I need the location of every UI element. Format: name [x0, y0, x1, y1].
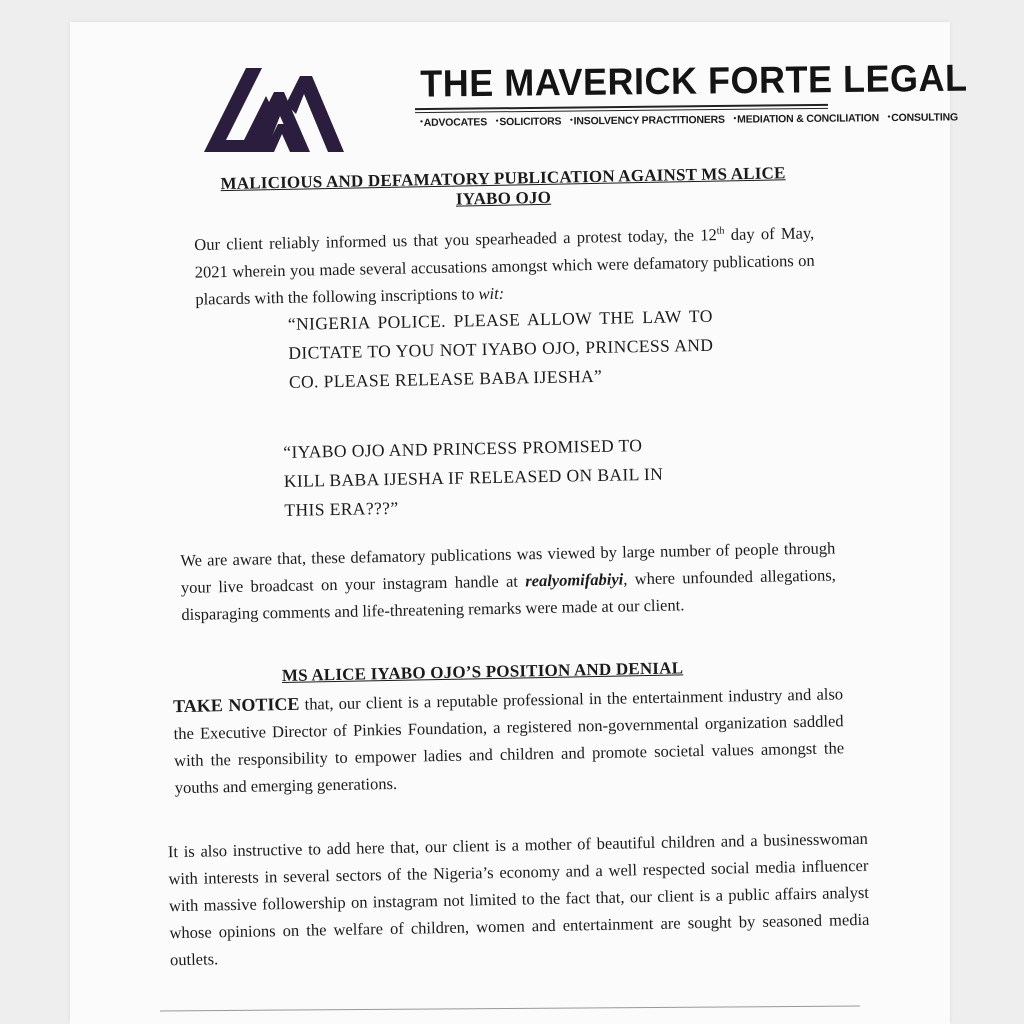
service-item: • SOLICITORS: [496, 116, 562, 129]
section-heading-malicious: MALICIOUS AND DEFAMATORY PUBLICATION AGAINST MS ALICE IYABO OJO: [220, 163, 786, 209]
section-heading-position: MS ALICE IYABO OJO’S POSITION AND DENIAL: [281, 658, 684, 686]
service-item: • CONSULTING: [888, 111, 958, 124]
aware-paragraph: We are aware that, these defamatory publications was viewed by large number of people through your live broadcast on your instagram handle at realyomifabiyi, where unfounded allegations, disparaging comments and life-threatening remarks were made at our client.: [180, 538, 836, 624]
service-item: • INSOLVENCY PRACTITIONERS: [570, 114, 725, 128]
service-item: • MEDIATION & CONCILIATION: [733, 112, 879, 126]
service-item: • ADVOCATES: [420, 116, 487, 129]
letter-page: [70, 22, 968, 1024]
placard-quote-1: “NIGERIA POLICE. PLEASE ALLOW THE LAW TO DICTATE TO YOU NOT IYABO OJO, PRINCESS AND CO. PLEASE RELEASE BABA IJESHA”: [287, 305, 714, 392]
notice-paragraph: TAKE NOTICE that, our client is a reputable professional in the entertainment industry and also the Executive Director of Pinkies Foundation, a registered non-governmental organization saddled with the responsibility to empower ladies and children and promote societal values amongst the youths and emerging generations.: [172, 684, 845, 798]
firm-name: THE MAVERICK FORTE LEGAL: [420, 55, 968, 106]
placard-quote-2: “IYABO OJO AND PRINCESS PROMISED TO KILL BABA IJESHA IF RELEASED ON BAIL IN THIS ERA???”: [283, 435, 664, 520]
intro-paragraph: Our client reliably informed us that you spearheaded a protest today, the 12th day of May, 2021 wherein you made several accusations amongst which were defamatory publications on placards with the following inscriptions to wit:: [194, 223, 815, 309]
instructive-paragraph: It is also instructive to add here that, our client is a mother of beautiful children and a businesswoman with interests in several sectors of the Nigeria’s economy and a well respected social media influencer with massive followership on instagram not limited to the fact that, our client is a public affairs analyst whose opinions on the welfare of children, women and entertainment are sought by seasoned media outlets.: [167, 828, 870, 970]
instagram-handle: realyomifabiyi: [525, 569, 624, 591]
